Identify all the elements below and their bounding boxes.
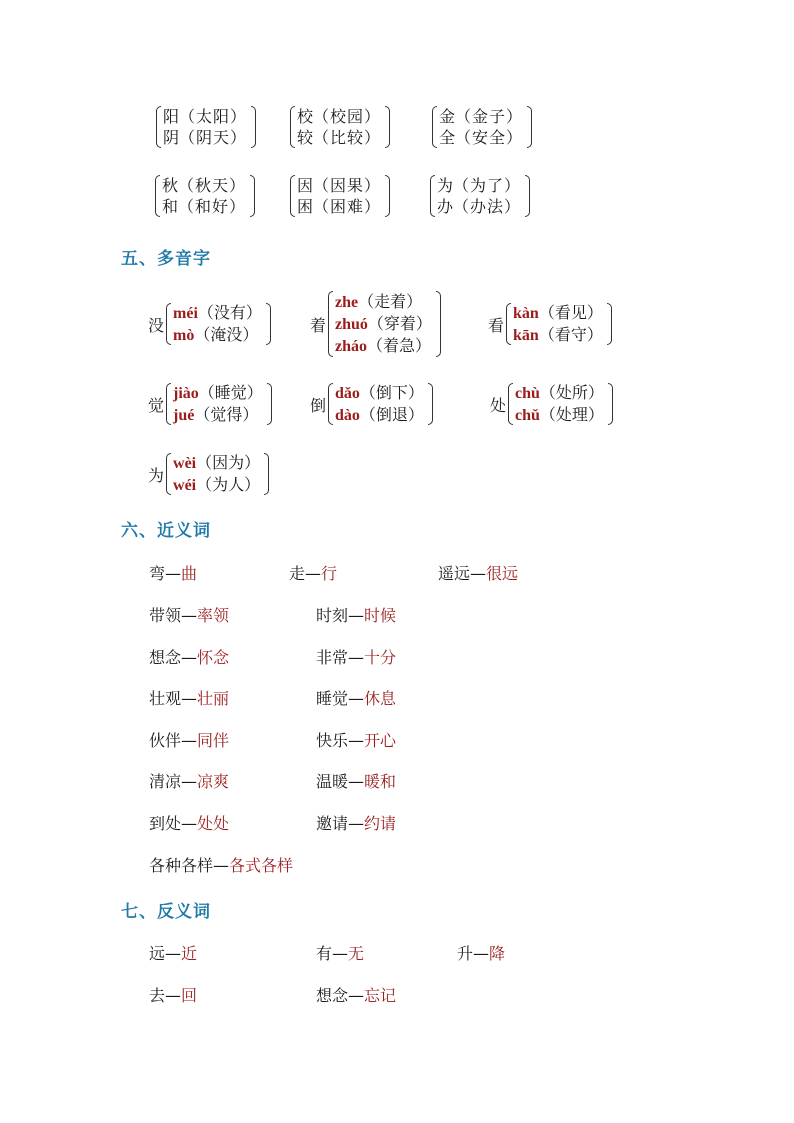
dash-separator: — [470, 564, 487, 583]
antonym-pair [149, 941, 197, 964]
polyphonic-item [148, 302, 271, 346]
poly-char: 倒 [310, 395, 327, 415]
poly-char: 着 [310, 315, 327, 335]
word-right: 暖和 [364, 772, 397, 791]
word-left: 弯 [149, 564, 166, 583]
word-left: 温暖 [316, 772, 349, 791]
word-left: 壮观 [149, 689, 182, 708]
word: （办法） [453, 197, 522, 216]
left-bracket [290, 175, 295, 217]
section-heading: 五、多音字 [121, 249, 211, 269]
left-bracket [166, 383, 171, 425]
synonym-pair [316, 686, 396, 709]
pinyin: jiào [173, 385, 199, 402]
word-right: 处处 [197, 814, 230, 833]
char-group [432, 106, 532, 148]
pinyin: méi [173, 305, 198, 322]
word-left: 到处 [149, 814, 182, 833]
pinyin: chù [515, 385, 540, 402]
pinyin: wéi [173, 477, 197, 494]
poly-char: 为 [148, 465, 165, 485]
word-left: 遥远 [438, 564, 471, 583]
word-left: 有 [316, 944, 333, 963]
synonym-pair [149, 853, 293, 876]
word-left: 去 [149, 986, 166, 1005]
word-right: 开心 [364, 731, 397, 750]
example-word: （为人） [196, 475, 261, 494]
antonym-pair [457, 941, 505, 964]
word-right: 各式各样 [229, 856, 294, 875]
right-bracket [385, 175, 390, 217]
char-group [155, 175, 255, 217]
poly-char: 处 [490, 395, 507, 415]
right-bracket [608, 383, 613, 425]
pinyin: zhuó [335, 316, 368, 333]
char: 办 [437, 197, 454, 216]
example-word: （处理） [539, 405, 604, 424]
char-group [430, 175, 530, 217]
word-right: 十分 [364, 648, 397, 667]
word-right: 忘记 [364, 986, 397, 1005]
word-left: 走 [289, 564, 306, 583]
char-group [156, 106, 256, 148]
example-word: （走着） [358, 292, 423, 311]
char: 秋 [162, 176, 179, 195]
synonym-pair [316, 811, 396, 834]
example-word: （穿着） [367, 314, 432, 333]
word: （校园） [313, 107, 382, 126]
synonym-pair [316, 645, 396, 668]
word: （阴天） [179, 128, 248, 147]
word-right: 休息 [364, 689, 397, 708]
word-left: 伙伴 [149, 731, 182, 750]
synonym-pair [149, 811, 229, 834]
word-right: 很远 [486, 564, 519, 583]
char: 困 [297, 197, 314, 216]
example-word: （淹没） [194, 325, 259, 344]
example-word: （因为） [196, 453, 261, 472]
polyphonic-item [490, 382, 613, 426]
word-left: 清凉 [149, 772, 182, 791]
char-group [290, 175, 390, 217]
dash-separator: — [348, 772, 365, 791]
right-bracket [250, 175, 255, 217]
synonym-pair [149, 603, 229, 626]
right-bracket [266, 303, 271, 345]
word-left: 带领 [149, 606, 182, 625]
word-right: 时候 [364, 606, 397, 625]
dash-separator: — [181, 814, 198, 833]
synonym-pair [438, 561, 518, 584]
example-word: （觉得） [194, 405, 259, 424]
pinyin: jué [173, 407, 195, 424]
example-word: （看守） [538, 325, 603, 344]
poly-char: 觉 [148, 395, 165, 415]
word-left: 升 [457, 944, 474, 963]
right-bracket [607, 303, 612, 345]
polyphonic-item [310, 382, 433, 426]
char: 阴 [163, 128, 180, 147]
dash-separator: — [348, 731, 365, 750]
dash-separator: — [181, 606, 198, 625]
example-word: （看见） [538, 303, 603, 322]
example-word: （没有） [197, 303, 262, 322]
polyphonic-item [310, 291, 441, 357]
char: 为 [437, 176, 454, 195]
left-bracket [328, 383, 333, 425]
left-bracket [430, 175, 435, 217]
synonym-pair [316, 728, 396, 751]
example-word: （睡觉） [198, 383, 263, 402]
word-left: 想念 [316, 986, 349, 1005]
word-left: 非常 [316, 648, 349, 667]
left-bracket [506, 303, 511, 345]
word-right: 行 [321, 564, 338, 583]
left-bracket [432, 106, 437, 148]
example-word: （着急） [367, 336, 432, 355]
dash-separator: — [332, 944, 349, 963]
pinyin: chǔ [515, 407, 540, 424]
dash-separator: — [181, 772, 198, 791]
word-right: 降 [489, 944, 506, 963]
left-bracket [166, 303, 171, 345]
word-right: 无 [348, 944, 365, 963]
word-left: 各种各样 [149, 856, 214, 875]
char: 阳 [163, 107, 180, 126]
poly-char: 看 [488, 315, 505, 335]
dash-separator: — [305, 564, 322, 583]
right-bracket [267, 383, 272, 425]
dash-separator: — [165, 564, 182, 583]
right-bracket [385, 106, 390, 148]
synonym-pair [289, 561, 337, 584]
word-left: 睡觉 [316, 689, 349, 708]
word: （和好） [178, 197, 247, 216]
right-bracket [525, 175, 530, 217]
left-bracket [166, 453, 171, 495]
word-left: 远 [149, 944, 166, 963]
example-word: （倒下） [359, 383, 424, 402]
pinyin: zháo [335, 338, 368, 355]
polyphonic-item [148, 452, 269, 496]
word-left: 时刻 [316, 606, 349, 625]
synonym-pair [316, 603, 396, 626]
word-left: 邀请 [316, 814, 349, 833]
word-right: 回 [181, 986, 198, 1005]
word: （为了） [453, 176, 522, 195]
word-left: 想念 [149, 648, 182, 667]
pinyin: zhe [335, 294, 359, 311]
word-right: 约请 [364, 814, 397, 833]
word-left: 快乐 [316, 731, 349, 750]
word: （秋天） [178, 176, 247, 195]
pinyin: kān [513, 327, 539, 344]
char: 和 [162, 197, 179, 216]
char-group [290, 106, 390, 148]
word: （比较） [313, 128, 382, 147]
pinyin: kàn [513, 305, 539, 322]
right-bracket [264, 453, 269, 495]
dash-separator: — [213, 856, 230, 875]
word: （困难） [313, 197, 382, 216]
antonym-pair [316, 941, 364, 964]
synonym-pair [149, 728, 229, 751]
right-bracket [527, 106, 532, 148]
left-bracket [290, 106, 295, 148]
synonym-pair [149, 561, 197, 584]
right-bracket [436, 291, 441, 357]
example-word: （倒退） [359, 405, 424, 424]
right-bracket [428, 383, 433, 425]
synonym-pair [316, 769, 396, 792]
char: 全 [439, 128, 456, 147]
word-right: 率领 [197, 606, 230, 625]
char: 因 [297, 176, 314, 195]
dash-separator: — [348, 648, 365, 667]
word-right: 壮丽 [197, 689, 230, 708]
left-bracket [328, 291, 333, 357]
synonym-pair [149, 686, 229, 709]
dash-separator: — [348, 689, 365, 708]
poly-char: 没 [148, 315, 165, 335]
word-right: 怀念 [197, 648, 230, 667]
pinyin: wèi [173, 455, 197, 472]
word: （金子） [455, 107, 524, 126]
antonym-pair [316, 983, 396, 1006]
left-bracket [155, 175, 160, 217]
pinyin: mò [173, 327, 195, 344]
dash-separator: — [165, 986, 182, 1005]
word: （因果） [313, 176, 382, 195]
pinyin: dǎo [335, 385, 360, 402]
char: 金 [439, 107, 456, 126]
section-heading: 六、近义词 [121, 521, 211, 541]
example-word: （处所） [539, 383, 604, 402]
dash-separator: — [181, 648, 198, 667]
dash-separator: — [181, 689, 198, 708]
dash-separator: — [165, 944, 182, 963]
polyphonic-item [488, 302, 612, 346]
right-bracket [251, 106, 256, 148]
polyphonic-item [148, 382, 272, 426]
synonym-pair [149, 769, 229, 792]
dash-separator: — [181, 731, 198, 750]
word-right: 曲 [181, 564, 198, 583]
dash-separator: — [473, 944, 490, 963]
word: （太阳） [179, 107, 248, 126]
synonym-pair [149, 645, 229, 668]
word-right: 近 [181, 944, 198, 963]
char: 校 [297, 107, 314, 126]
dash-separator: — [348, 606, 365, 625]
word: （安全） [455, 128, 524, 147]
char: 较 [297, 128, 314, 147]
word-right: 凉爽 [197, 772, 230, 791]
pinyin: dào [335, 407, 360, 424]
dash-separator: — [348, 814, 365, 833]
left-bracket [508, 383, 513, 425]
word-right: 同伴 [197, 731, 230, 750]
dash-separator: — [348, 986, 365, 1005]
section-heading: 七、反义词 [121, 902, 211, 922]
antonym-pair [149, 983, 197, 1006]
left-bracket [156, 106, 161, 148]
